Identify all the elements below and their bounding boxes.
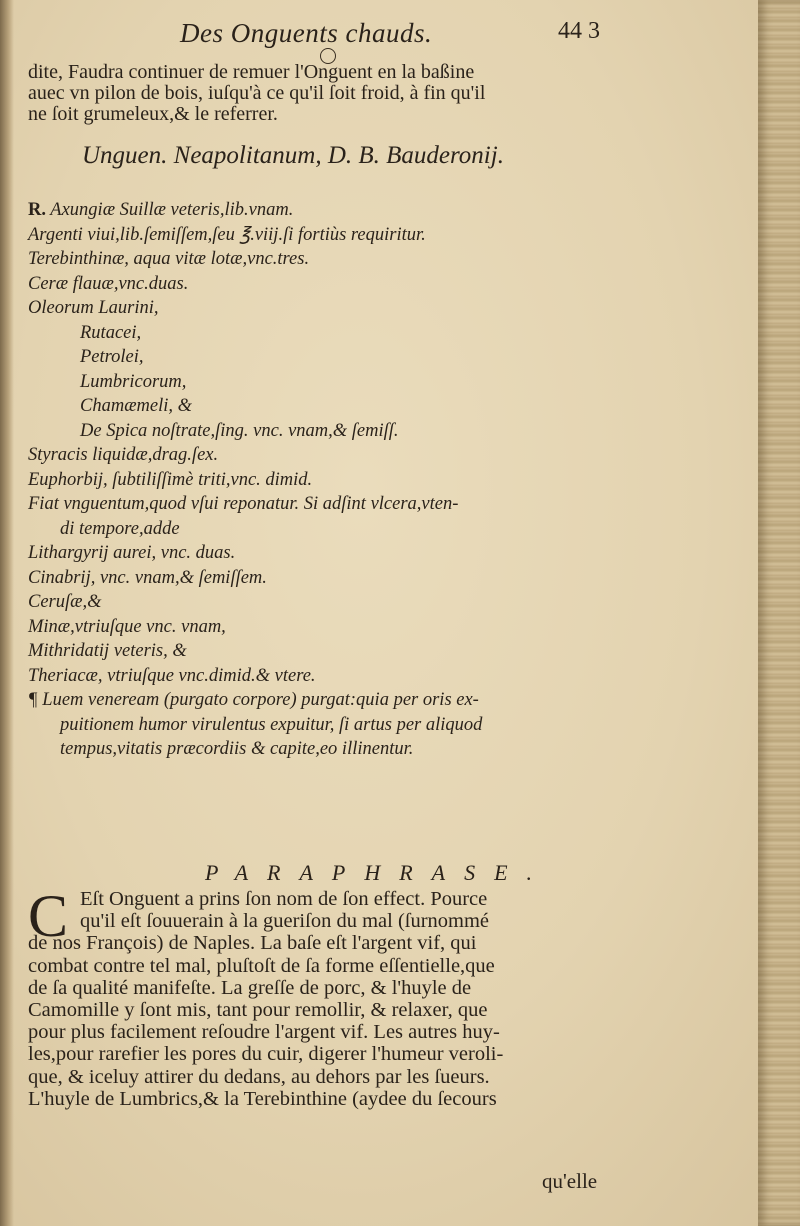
recipe-line: Ceræ flauæ,vnc.duas.: [28, 273, 189, 294]
page-number: 44 3: [558, 18, 600, 44]
recipe-line: Oleorum Laurini,: [28, 298, 159, 318]
recipe-symbol: R.: [28, 200, 46, 220]
recipe-title: Unguen. Neapolitanum, D. B. Bauderonij.: [82, 142, 504, 169]
recipe-line: Theriacæ, vtriuſque vnc.dimid.& vtere.: [28, 665, 316, 686]
text-line: ne ſoit grumeleux,& le referrer.: [28, 103, 278, 125]
recipe-line: Ceruſæ,&: [28, 592, 102, 612]
text-line: que, & iceluy attirer du dedans, au dehors par les ſueurs.: [28, 1065, 490, 1088]
paraphrase-paragraph: [28, 883, 628, 1110]
recipe-line: di tempore,adde: [60, 518, 180, 539]
recipe-line: Petrolei,: [80, 347, 144, 367]
text-line: Camomille y ſont mis, tant pour remollir, & relaxer, que: [28, 999, 488, 1022]
text-line: auec vn pilon de bois, iuſqu'à ce qu'il ſoit froid, à fin qu'il: [28, 82, 486, 104]
text-line: combat contre tel mal, pluſtoſt de ſa forme eſſentielle,que: [28, 954, 495, 977]
recipe-line: De Spica noſtrate,ſing. vnc. vnam,& ſemiſſ.: [80, 420, 399, 441]
recipe-line: Lumbricorum,: [80, 371, 187, 392]
text-line: dite, Faudra continuer de remuer l'Onguent en la baßine: [28, 61, 475, 83]
recipe-block: [28, 198, 628, 762]
recipe-line: [28, 198, 628, 223]
recipe-line: Lithargyrij aurei, vnc. duas.: [28, 543, 236, 563]
page-header: [30, 12, 600, 62]
note-line: tempus,vitatis præcordiis & capite,eo illinentur.: [60, 739, 414, 759]
recipe-line: Argenti viui,lib.ſemiſſem,ſeu ℥.viij.ſi fortiùs requiritur.: [28, 224, 426, 245]
text-line: les,pour rarefier les pores du cuir, digerer l'humeur veroli-: [28, 1043, 504, 1066]
text-line: L'huyle de Lumbrics,& la Terebinthine (aydee du ſecours: [28, 1087, 497, 1110]
recipe-line: Styracis liquidæ,drag.ſex.: [28, 445, 219, 465]
page-edge: [758, 0, 800, 1226]
text-line: qu'il eſt ſouuerain à la gueriſon du mal (ſurnommé: [80, 910, 490, 933]
note-line: ¶ Luem veneream (purgato corpore) purgat:quia per oris ex-: [28, 690, 479, 710]
recipe-line: Cinabrij, vnc. vnam,& ſemiſſem.: [28, 567, 267, 588]
recipe-line: Mithridatij veteris, &: [28, 641, 187, 661]
recipe-line: Fiat vnguentum,quod vſui reponatur. Si adſint vlcera,vten-: [28, 494, 459, 514]
note-line: puitionem humor virulentus expuitur, ſi artus per aliquod: [60, 714, 483, 735]
text-line: Eſt Onguent a prins ſon nom de ſon effect. Pource: [80, 888, 488, 910]
drop-cap: C: [28, 883, 69, 949]
running-head: Des Onguents chauds.: [180, 18, 433, 48]
paraphrase-heading: PARAPHRASE.: [205, 860, 552, 885]
recipe-line: Minæ,vtriuſque vnc. vnam,: [28, 616, 226, 637]
recipe-first-line: Axungiæ Suillæ veteris,lib.vnam.: [50, 200, 294, 220]
intro-paragraph: [28, 62, 628, 125]
text-line: pour plus facilement reſoudre l'argent vif. Les autres huy-: [28, 1021, 500, 1044]
recipe-line: Euphorbij, ſubtiliſſimè triti,vnc. dimid.: [28, 469, 313, 490]
catchword: qu'elle: [542, 1169, 598, 1193]
text-line: de nos François) de Naples. La baſe eſt l'argent vif, qui: [28, 932, 477, 955]
recipe-line: Rutacei,: [80, 322, 142, 343]
page-gutter-shadow: [0, 0, 14, 1226]
recipe-line: Chamæmeli, &: [80, 396, 193, 416]
recipe-line: Terebinthinæ, aqua vitæ lotæ,vnc.tres.: [28, 249, 310, 269]
text-line: de ſa qualité manifeſte. La greſſe de porc, & l'huyle de: [28, 976, 472, 999]
